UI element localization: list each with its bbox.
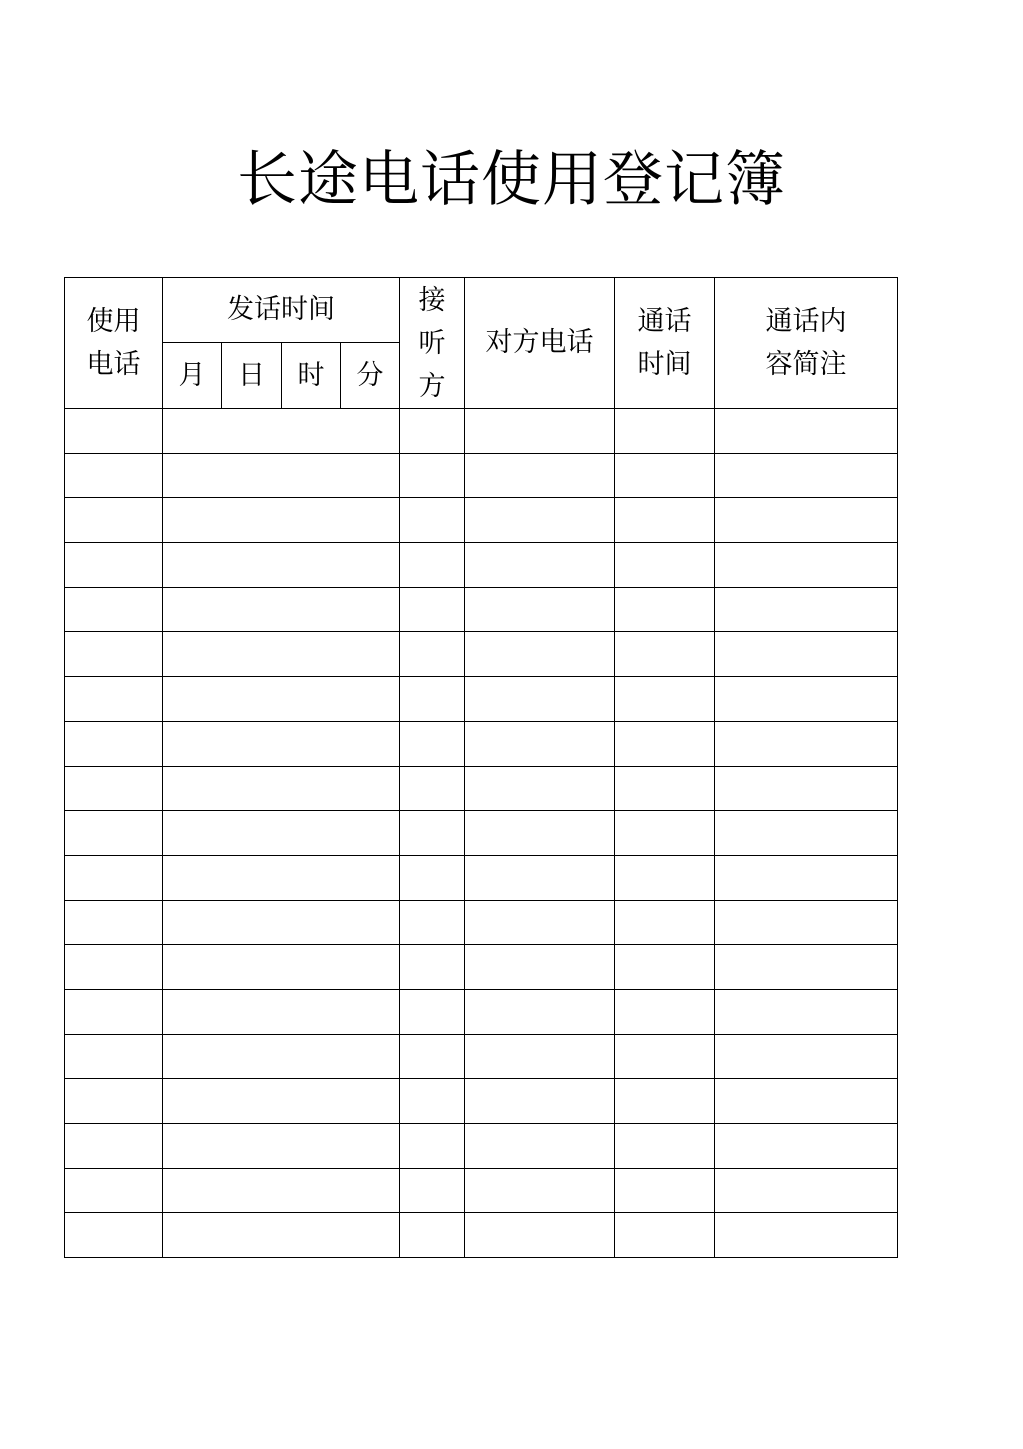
cell-call-time[interactable] [163, 721, 400, 766]
cell-use-phone[interactable] [65, 587, 163, 632]
cell-other-phone[interactable] [465, 1034, 615, 1079]
cell-content[interactable] [715, 855, 898, 900]
cell-receiver[interactable] [400, 632, 465, 677]
cell-duration[interactable] [615, 989, 715, 1034]
cell-use-phone[interactable] [65, 1213, 163, 1258]
cell-duration[interactable] [615, 1079, 715, 1124]
table-row [65, 1168, 898, 1213]
cell-duration[interactable] [615, 945, 715, 990]
cell-call-time[interactable] [163, 1213, 400, 1258]
cell-call-time[interactable] [163, 1124, 400, 1169]
page-title: 长途电话使用登记簿 [237, 145, 786, 215]
cell-content[interactable] [715, 721, 898, 766]
cell-content[interactable] [715, 632, 898, 677]
cell-duration[interactable] [615, 409, 715, 454]
cell-content[interactable] [715, 453, 898, 498]
cell-receiver[interactable] [400, 1034, 465, 1079]
cell-use-phone[interactable] [65, 1168, 163, 1213]
cell-content[interactable] [715, 1168, 898, 1213]
cell-content[interactable] [715, 1124, 898, 1169]
header-hour: 时 [282, 343, 341, 409]
cell-other-phone[interactable] [465, 498, 615, 543]
table-row [65, 498, 898, 543]
cell-other-phone[interactable] [465, 1079, 615, 1124]
cell-call-time[interactable] [163, 543, 400, 588]
cell-content[interactable] [715, 543, 898, 588]
header-month: 月 [163, 343, 222, 409]
cell-content[interactable] [715, 1034, 898, 1079]
cell-other-phone[interactable] [465, 766, 615, 811]
cell-use-phone[interactable] [65, 766, 163, 811]
cell-receiver[interactable] [400, 677, 465, 722]
cell-duration[interactable] [615, 677, 715, 722]
header-use-phone-label: 使用电话 [86, 306, 141, 380]
cell-other-phone[interactable] [465, 1213, 615, 1258]
header-receiver-char-2: 听 [418, 327, 446, 359]
cell-other-phone[interactable] [465, 811, 615, 856]
cell-receiver[interactable] [400, 1213, 465, 1258]
cell-other-phone[interactable] [465, 632, 615, 677]
cell-duration[interactable] [615, 721, 715, 766]
header-minute: 分 [341, 343, 400, 409]
call-log-table [64, 277, 898, 1258]
header-content [715, 278, 898, 409]
cell-use-phone[interactable] [65, 811, 163, 856]
cell-call-time[interactable] [163, 409, 400, 454]
table-row [65, 855, 898, 900]
table-row [65, 587, 898, 632]
cell-use-phone[interactable] [65, 1124, 163, 1169]
cell-use-phone[interactable] [65, 945, 163, 990]
cell-receiver[interactable] [400, 1079, 465, 1124]
table-row [65, 900, 898, 945]
cell-content[interactable] [715, 945, 898, 990]
cell-content[interactable] [715, 989, 898, 1034]
cell-other-phone[interactable] [465, 1168, 615, 1213]
header-other-phone: 对方电话 [465, 278, 615, 409]
header-receiver-char-1: 接 [418, 284, 446, 316]
cell-call-time[interactable] [163, 989, 400, 1034]
table-row [65, 945, 898, 990]
cell-use-phone[interactable] [65, 677, 163, 722]
cell-use-phone[interactable] [65, 855, 163, 900]
cell-receiver[interactable] [400, 900, 465, 945]
cell-call-time[interactable] [163, 677, 400, 722]
cell-duration[interactable] [615, 498, 715, 543]
cell-duration[interactable] [615, 811, 715, 856]
cell-other-phone[interactable] [465, 721, 615, 766]
table-row [65, 632, 898, 677]
cell-other-phone[interactable] [465, 855, 615, 900]
cell-content[interactable] [715, 811, 898, 856]
cell-call-time[interactable] [163, 498, 400, 543]
header-content-label: 通话内容简注 [765, 306, 847, 380]
cell-other-phone[interactable] [465, 409, 615, 454]
cell-receiver[interactable] [400, 587, 465, 632]
cell-receiver[interactable] [400, 989, 465, 1034]
cell-duration[interactable] [615, 587, 715, 632]
cell-call-time[interactable] [163, 1168, 400, 1213]
cell-content[interactable] [715, 1213, 898, 1258]
cell-use-phone[interactable] [65, 453, 163, 498]
table-row [65, 1213, 898, 1258]
cell-receiver[interactable] [400, 409, 465, 454]
cell-content[interactable] [715, 587, 898, 632]
table-row [65, 1079, 898, 1124]
header-receiver [400, 278, 465, 409]
cell-duration[interactable] [615, 1168, 715, 1213]
cell-other-phone[interactable] [465, 543, 615, 588]
header-call-time: 发话时间 [163, 278, 400, 343]
table-row [65, 677, 898, 722]
table-row [65, 766, 898, 811]
cell-use-phone[interactable] [65, 1034, 163, 1079]
table-row [65, 811, 898, 856]
cell-use-phone[interactable] [65, 409, 163, 454]
cell-call-time[interactable] [163, 945, 400, 990]
cell-call-time[interactable] [163, 453, 400, 498]
cell-receiver[interactable] [400, 766, 465, 811]
cell-content[interactable] [715, 1079, 898, 1124]
cell-use-phone[interactable] [65, 900, 163, 945]
cell-other-phone[interactable] [465, 453, 615, 498]
cell-use-phone[interactable] [65, 1079, 163, 1124]
cell-content[interactable] [715, 498, 898, 543]
cell-receiver[interactable] [400, 945, 465, 990]
table-row [65, 721, 898, 766]
table-row [65, 543, 898, 588]
header-receiver-char-3: 方 [418, 370, 446, 402]
cell-duration[interactable] [615, 1213, 715, 1258]
cell-receiver[interactable] [400, 1168, 465, 1213]
cell-duration[interactable] [615, 900, 715, 945]
cell-content[interactable] [715, 409, 898, 454]
table-row [65, 453, 898, 498]
cell-receiver[interactable] [400, 721, 465, 766]
header-day: 日 [222, 343, 282, 409]
cell-duration[interactable] [615, 855, 715, 900]
cell-receiver[interactable] [400, 498, 465, 543]
cell-other-phone[interactable] [465, 587, 615, 632]
cell-receiver[interactable] [400, 855, 465, 900]
cell-use-phone[interactable] [65, 498, 163, 543]
cell-call-time[interactable] [163, 766, 400, 811]
cell-other-phone[interactable] [465, 989, 615, 1034]
cell-duration[interactable] [615, 453, 715, 498]
cell-use-phone[interactable] [65, 543, 163, 588]
cell-use-phone[interactable] [65, 721, 163, 766]
cell-content[interactable] [715, 766, 898, 811]
cell-content[interactable] [715, 677, 898, 722]
cell-other-phone[interactable] [465, 677, 615, 722]
cell-receiver[interactable] [400, 811, 465, 856]
cell-receiver[interactable] [400, 543, 465, 588]
header-duration [615, 278, 715, 409]
cell-content[interactable] [715, 900, 898, 945]
cell-duration[interactable] [615, 632, 715, 677]
cell-other-phone[interactable] [465, 900, 615, 945]
cell-receiver[interactable] [400, 453, 465, 498]
cell-use-phone[interactable] [65, 632, 163, 677]
cell-call-time[interactable] [163, 1079, 400, 1124]
cell-duration[interactable] [615, 1034, 715, 1079]
cell-receiver[interactable] [400, 1124, 465, 1169]
cell-use-phone[interactable] [65, 989, 163, 1034]
table-row [65, 989, 898, 1034]
cell-duration[interactable] [615, 766, 715, 811]
cell-call-time[interactable] [163, 811, 400, 856]
cell-other-phone[interactable] [465, 945, 615, 990]
header-duration-label: 通话时间 [637, 306, 692, 380]
cell-duration[interactable] [615, 1124, 715, 1169]
cell-call-time[interactable] [163, 900, 400, 945]
table-row [65, 409, 898, 454]
cell-call-time[interactable] [163, 632, 400, 677]
header-use-phone [65, 278, 163, 409]
cell-call-time[interactable] [163, 855, 400, 900]
cell-call-time[interactable] [163, 587, 400, 632]
cell-call-time[interactable] [163, 1034, 400, 1079]
cell-other-phone[interactable] [465, 1124, 615, 1169]
table-row [65, 1124, 898, 1169]
cell-duration[interactable] [615, 543, 715, 588]
table-row [65, 1034, 898, 1079]
